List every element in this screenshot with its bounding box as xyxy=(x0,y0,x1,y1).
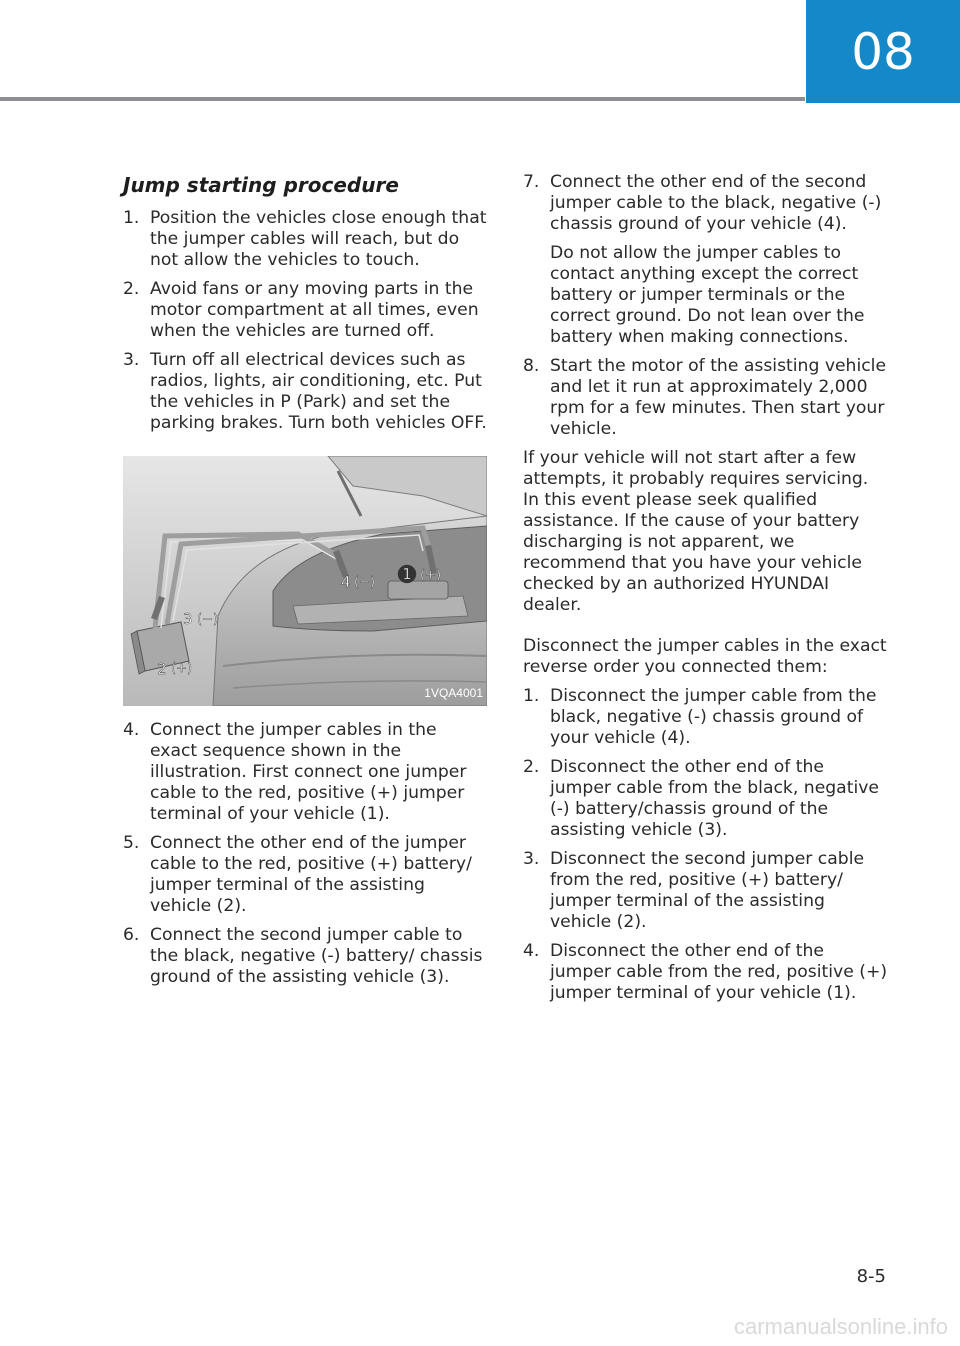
label-4-sign: (−) xyxy=(354,575,376,590)
label-3-sign: (−) xyxy=(197,612,219,627)
header-rule xyxy=(0,97,805,101)
label-2-sign: (+) xyxy=(171,661,193,676)
section-title: Jump starting procedure xyxy=(123,173,399,197)
list-item: 4. Connect the jumper cables in the exact sequence shown in the illustration. First connect one jumper cable to the red, positive (+) jumper terminal of your vehicle (1). xyxy=(123,720,467,824)
steps-list-a xyxy=(123,208,489,434)
steps-list-d xyxy=(523,686,889,1004)
list-item: 6. Connect the second jumper cable to the black, negative (-) battery/ chassis ground of the assisting vehicle (3). xyxy=(123,925,483,987)
jump-start-illustration xyxy=(123,456,487,706)
page-number: 8-5 xyxy=(856,1266,886,1287)
label-1: 1 xyxy=(402,565,412,583)
engine-bay-drawing xyxy=(123,456,487,706)
label-2: 2 xyxy=(157,660,167,678)
right-column xyxy=(523,172,889,1012)
label-3: 3 xyxy=(183,610,193,628)
paragraph: If your vehicle will not start after a few attempts, it probably requires servicing. In this event please seek qualified assistance. If the cause of your battery discharging is not apparent, we recommend that you have your vehicle checked by an authorized HYUNDAI dealer. xyxy=(523,448,869,615)
list-item: 2. Disconnect the other end of the jumper cable from the black, negative (-) battery/chassis ground of the assisting vehicle (3). xyxy=(523,757,879,840)
watermark: carmanualsonline.info xyxy=(733,1314,948,1339)
list-item: 1. Position the vehicles close enough that the jumper cables will reach, but do not allow the vehicles to touch. xyxy=(123,208,487,270)
list-item: 2. Avoid fans or any moving parts in the motor compartment at all times, even when the vehicles are turned off. xyxy=(123,279,479,341)
steps-list-b xyxy=(123,720,489,988)
left-column xyxy=(123,172,489,996)
list-item: 8. Start the motor of the assisting vehicle and let it run at approximately 2,000 rpm for a few minutes. Then start your vehicle. xyxy=(523,356,887,439)
label-4: 4 xyxy=(341,573,351,591)
list-item: 5. Connect the other end of the jumper cable to the red, positive (+) battery/ jumper terminal of the assisting vehicle (2). xyxy=(123,833,472,916)
label-1-sign: (+) xyxy=(420,568,442,583)
chapter-tab: 08 xyxy=(806,0,960,103)
list-item: 4. Disconnect the other end of the jumper cable from the red, positive (+) jumper terminal of your vehicle (1). xyxy=(523,941,888,1003)
list-item: 3. Turn off all electrical devices such as radios, lights, air conditioning, etc. Put the vehicles in P (Park) and set the parking brakes. Turn both vehicles OFF. xyxy=(123,350,487,433)
list-item: 1. Disconnect the jumper cable from the black, negative (-) chassis ground of your vehicle (4). xyxy=(523,686,877,748)
paragraph: Disconnect the jumper cables in the exact reverse order you connected them: xyxy=(523,636,887,677)
step-note: Do not allow the jumper cables to contact anything except the correct battery or jumper terminals or the correct ground. Do not lean over the battery when making connections. xyxy=(550,243,865,347)
list-item: 7. Connect the other end of the second jumper cable to the black, negative (-) chassis ground of your vehicle (4). Do not allow the jumper cables to contact anything except the correct battery or jumper terminals or the correct ground. Do not lean over the battery when making connections. xyxy=(523,172,889,348)
steps-list-c xyxy=(523,172,889,440)
list-item: 3. Disconnect the second jumper cable from the red, positive (+) battery/ jumper terminal of the assisting vehicle (2). xyxy=(523,849,865,932)
figure-code: 1VQA4001 xyxy=(424,686,483,700)
